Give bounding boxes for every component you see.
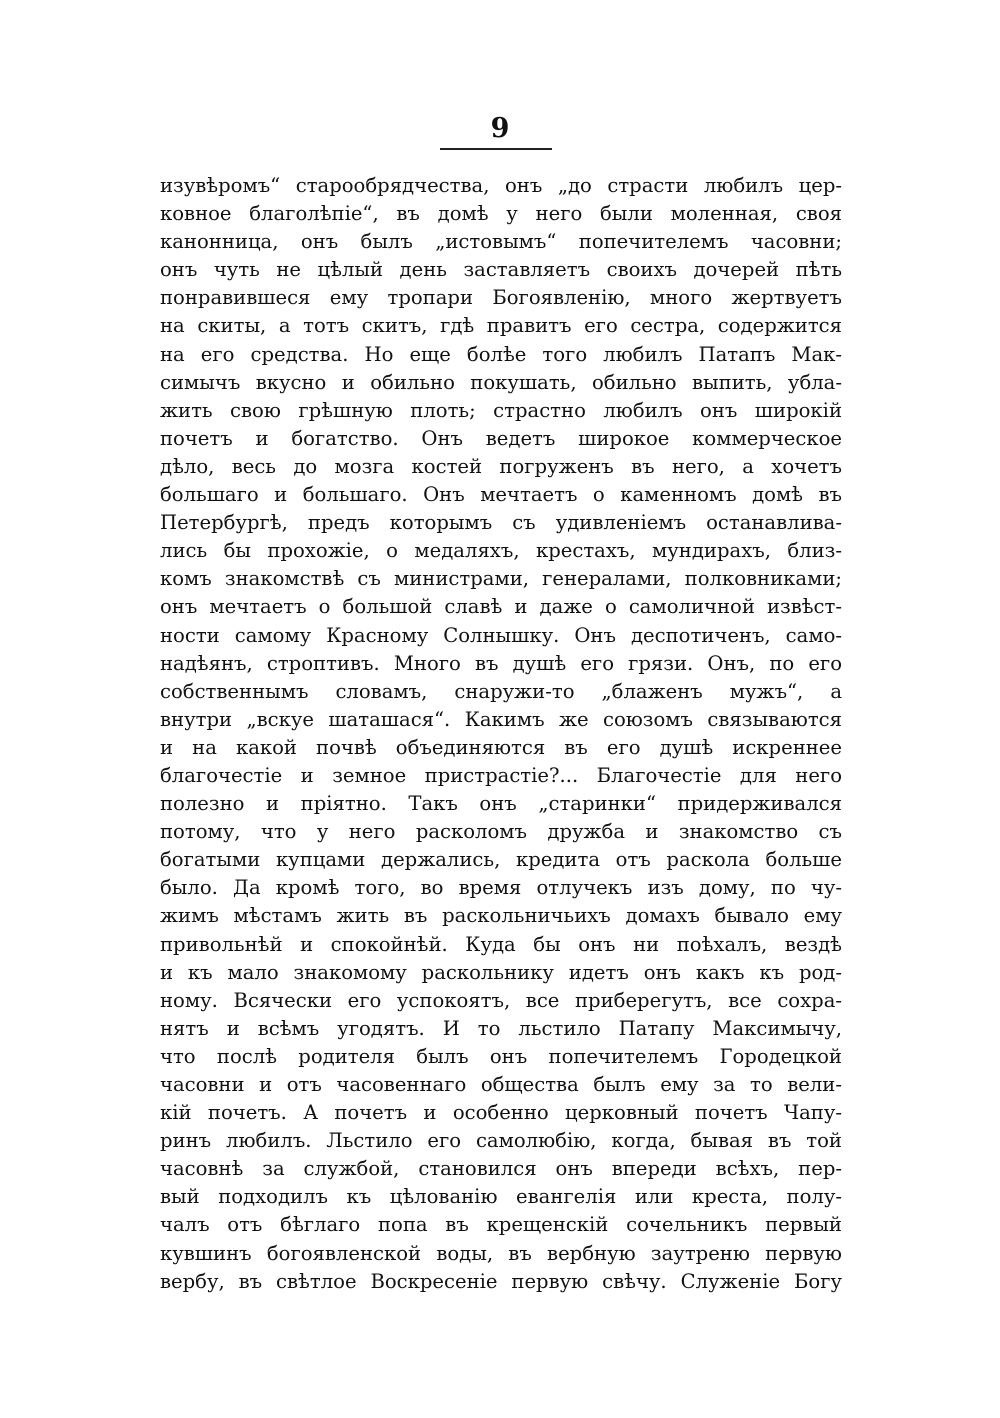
text-line: кувшинъ богоявленской воды, въ вербную заутреню первую [160,1241,842,1265]
text-line: и къ мало знакомому раскольнику идетъ онъ какъ къ род- [160,960,842,984]
text-line: часовни и отъ часовеннаго общества былъ ему за то вели- [160,1073,842,1096]
text-line: лись бы прохожіе, о медаляхъ, крестахъ, мундирахъ, близ- [160,539,842,563]
text-line: нятъ и всѣмъ угодятъ. И то льстило Патапу Максимычу, [160,1016,842,1040]
text-line: ринъ любилъ. Льстило его самолюбію, когда, бывая въ той [160,1129,842,1153]
page-number: 9 [490,113,510,144]
text-line: часовнѣ за службой, становился онъ впереди всѣхъ, пер- [160,1157,842,1181]
text-line: ковное благолѣпіе“, въ домѣ у него были моленная, своя [160,202,842,226]
text-line: на его средства. Но еще болѣе того любилъ Патапъ Мак- [160,342,842,366]
text-line: что послѣ родителя былъ онъ попечителемъ Городецкой [160,1044,842,1068]
text-line: почетъ и богатство. Онъ ведетъ широкое коммерческое [160,426,842,450]
text-line: канонница, онъ былъ „истовымъ“ попечителемъ часовни; [160,230,842,254]
body-text [160,172,842,1296]
text-line: жить свою грѣшную плоть; страстно любилъ онъ широкій [160,398,842,422]
text-line: онъ мечтаетъ о большой славѣ и даже о самоличной извѣст- [160,595,842,619]
text-line: кій почетъ. А почетъ и особенно церковный почетъ Чапу- [160,1101,842,1125]
text-line: привольнѣй и спокойнѣй. Куда бы онъ ни поѣхалъ, вездѣ [160,932,842,956]
text-line: ному. Всячески его успокоятъ, все приберегутъ, все сохра- [160,988,842,1012]
text-line: богатыми купцами держались, кредита отъ раскола больше [160,848,842,872]
text-line: собственнымъ словамъ, снаружи-то „блаженъ мужъ“, а [160,679,842,703]
text-line: на скиты, а тотъ скитъ, гдѣ правитъ его сестра, содержится [160,314,842,338]
page-number-rule [440,148,552,150]
text-line: потому, что у него расколомъ дружба и знакомство съ [160,820,842,844]
text-line: вый подходилъ къ цѣлованію евангелія или креста, полу- [160,1185,842,1209]
text-line: понравившеся ему тропари Богоявленію, много жертвуетъ [160,286,842,310]
text-line: комъ знакомствѣ съ министрами, генералами, полковниками; [160,567,842,591]
text-line: надѣянъ, строптивъ. Много въ душѣ его грязи. Онъ, по его [160,651,842,675]
text-line: вербу, въ свѣтлое Воскресеніе первую свѣчу. Служеніе Богу [160,1269,842,1293]
text-line: чалъ отъ бѣглаго попа въ крещенскій сочельникъ первый [160,1213,842,1237]
text-line: онъ чуть не цѣлый день заставляетъ своихъ дочерей пѣть [160,258,842,282]
text-line: благочестіе и земное пристрастіе?... Благочестіе для него [160,763,842,787]
text-line: ности самому Красному Солнышку. Онъ деспотиченъ, само- [160,623,842,647]
text-line: полезно и пріятно. Такъ онъ „старинки“ придерживался [160,792,842,816]
text-line: Петербургѣ, предъ которымъ съ удивленіемъ останавлива- [160,511,842,535]
text-line: симычъ вкусно и обильно покушать, обильно выпить, убла- [160,370,842,394]
text-line: дѣло, весь до мозга костей погруженъ въ него, а хочетъ [160,454,842,478]
text-line: было. Да кромѣ того, во время отлучекъ изъ дому, по чу- [160,876,842,900]
text-line: большаго и большаго. Онъ мечтаетъ о каменномъ домѣ въ [160,483,842,507]
text-line: и на какой почвѣ объединяются въ его душѣ искреннее [160,735,842,759]
text-line: внутри „вскуе шаташася“. Какимъ же союзомъ связываются [160,707,842,731]
text-line: жимъ мѣстамъ жить въ раскольничьихъ домахъ бывало ему [160,904,842,928]
text-line: изувѣромъ“ старообрядчества, онъ „до страсти любилъ цер- [160,174,842,197]
